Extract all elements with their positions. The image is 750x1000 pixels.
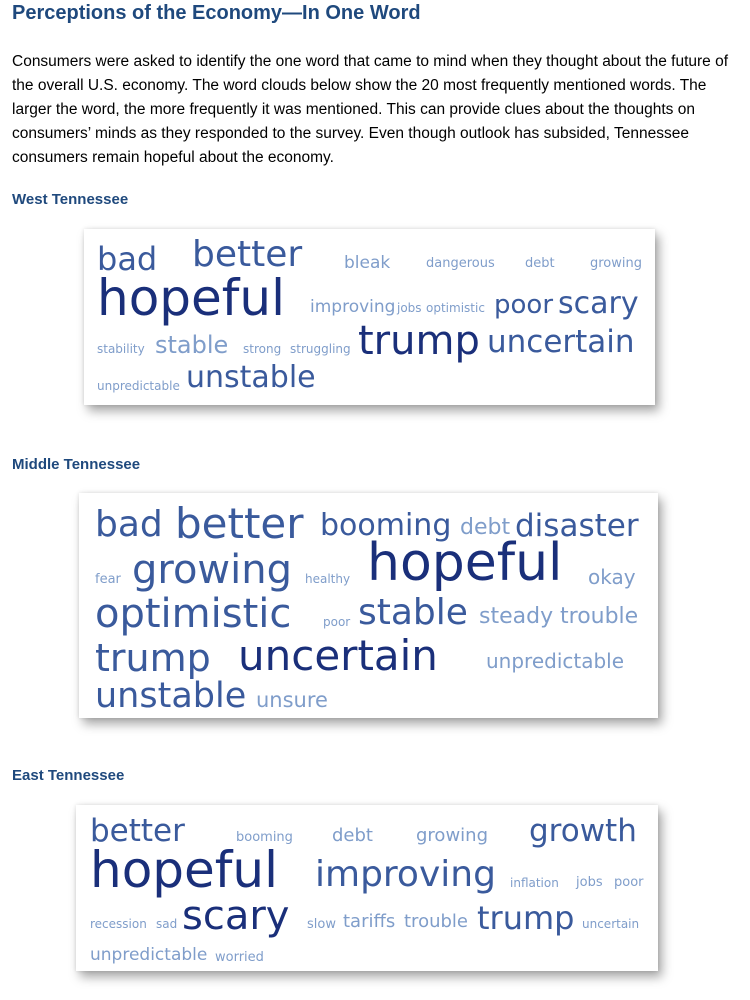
cloud-word: hopeful (90, 841, 278, 899)
region-heading-east: East Tennessee (12, 767, 125, 784)
region-heading-west: West Tennessee (12, 191, 129, 208)
cloud-word: poor (323, 615, 351, 629)
cloud-word: scary (182, 893, 290, 939)
cloud-word: scary (558, 286, 639, 321)
word-cloud-middle (79, 493, 658, 718)
cloud-word: fear (95, 572, 121, 587)
cloud-word: unpredictable (97, 379, 180, 393)
cloud-word: growth (529, 813, 637, 849)
word-cloud-west (84, 229, 655, 405)
cloud-word: unpredictable (90, 945, 208, 965)
page-title: Perceptions of the Economy—In One Word (12, 2, 421, 24)
cloud-word: unstable (95, 676, 247, 716)
cloud-word: optimistic (95, 591, 292, 637)
cloud-word: tariffs (343, 911, 396, 932)
cloud-word: stability (97, 342, 145, 356)
cloud-word: trump (95, 636, 211, 680)
cloud-word: trouble (404, 911, 468, 932)
cloud-word: debt (332, 825, 373, 846)
cloud-word: bad (97, 240, 158, 278)
cloud-word: growing (132, 547, 292, 593)
cloud-word: growing (590, 256, 642, 271)
cloud-word: dangerous (426, 256, 495, 271)
cloud-word: hopeful (97, 269, 285, 327)
cloud-word: healthy (305, 572, 351, 586)
cloud-word: unpredictable (486, 649, 625, 673)
cloud-word: slow (307, 917, 336, 932)
cloud-word: booming (236, 830, 293, 845)
cloud-word: growing (416, 825, 488, 846)
cloud-word: disaster (515, 508, 639, 544)
cloud-word: recession (90, 917, 147, 931)
word-cloud-east (76, 805, 658, 971)
intro-paragraph: Consumers were asked to identify the one word that came to mind when they thought about the future of the overall U.S. economy. The word clouds below show the 20 most frequently mentioned words. The larger the word, the more frequently it was mentioned. This can provide clues about the thoughts on consumers’ minds as they responded to the survey. Even though outlook has subsided, Tennessee consumers remain hopeful about the economy. (12, 53, 729, 166)
cloud-word: okay (588, 565, 636, 589)
cloud-word: uncertain (487, 324, 635, 360)
cloud-word: bleak (344, 253, 391, 273)
cloud-word: poor (614, 875, 644, 890)
cloud-word: inflation (510, 876, 559, 890)
region-heading-middle: Middle Tennessee (12, 456, 141, 473)
cloud-word: stable (358, 592, 468, 633)
cloud-word: trouble (560, 604, 639, 629)
cloud-word: bad (95, 504, 163, 545)
cloud-word: better (90, 813, 185, 849)
cloud-word: hopeful (367, 533, 563, 593)
cloud-word: debt (525, 256, 555, 271)
cloud-word: worried (215, 950, 264, 965)
cloud-word: strong (243, 342, 282, 356)
cloud-word: struggling (290, 342, 351, 356)
cloud-word: uncertain (582, 917, 640, 931)
cloud-word: better (192, 234, 303, 275)
cloud-word: debt (460, 515, 511, 540)
cloud-word: improving (315, 854, 496, 895)
cloud-word: uncertain (238, 631, 438, 680)
cloud-word: stable (155, 331, 229, 359)
cloud-word: unstable (186, 360, 316, 395)
cloud-word: improving (310, 297, 396, 317)
cloud-word: booming (320, 508, 452, 543)
cloud-word: jobs (397, 301, 422, 315)
cloud-word: unsure (256, 688, 328, 712)
cloud-word: steady (479, 604, 554, 629)
cloud-word: sad (156, 917, 178, 931)
cloud-word: trump (358, 318, 480, 364)
cloud-word: trump (477, 899, 575, 937)
cloud-word: optimistic (426, 301, 485, 315)
cloud-word: jobs (576, 875, 603, 890)
cloud-word: poor (494, 290, 554, 320)
cloud-word: better (175, 499, 304, 548)
